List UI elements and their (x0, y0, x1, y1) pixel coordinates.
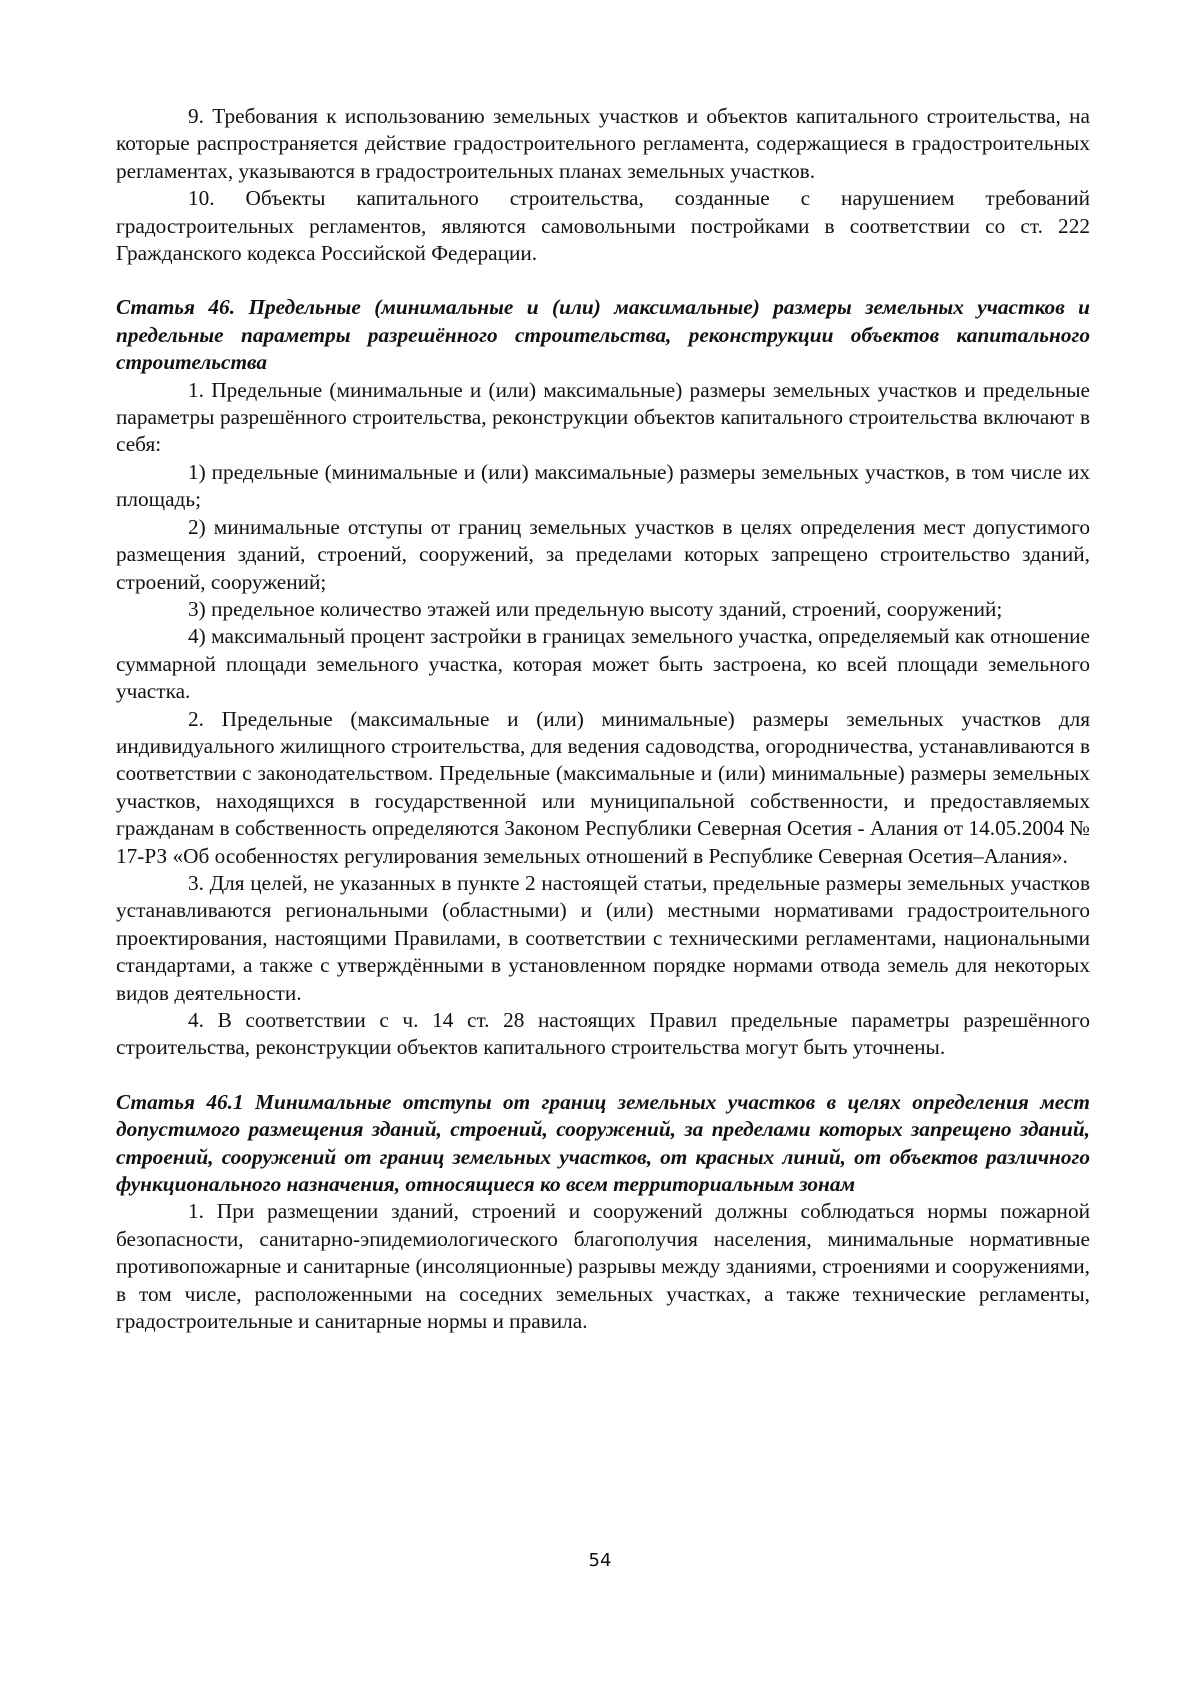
article-46-1-heading: Статья 46.1 Минимальные отступы от границ земельных участков в целях определения мест допустимого размещения зданий, строений, сооружений, за пределами которых запрещено зданий, строений, сооружений от границ земельных участков, от красных линий, от объектов различного функционального назначения, относящиеся ко всем территориальным зонам (116, 1089, 1090, 1197)
document-page (116, 103, 1090, 1335)
section-spacer (116, 267, 1090, 294)
article-46-1-paragraph-1: 1. При размещении зданий, строений и сооружений должны соблюдаться нормы пожарной безопасности, санитарно-эпидемиологического благополучия населения, минимальные нормативные противопожарные и санитарные (инсоляционные) разрывы между зданиями, строениями и сооружениями, в том числе, расположенными на соседних земельных участках, а также технические регламенты, градостроительные и санитарные нормы и правила. (116, 1199, 1090, 1334)
article-46-paragraph-3: 3. Для целей, не указанных в пункте 2 настоящей статьи, предельные размеры земельных участков устанавливаются региональными (областными) и (или) местными нормативами градостроительного проектирования, настоящими Правилами, в соответствии с техническими регламентами, национальными стандартами, а также с утверждёнными в установленном порядке нормами отвода земель для некоторых видов деятельности. (116, 870, 1090, 1005)
article-46-item-4: 4) максимальный процент застройки в границах земельного участка, определяемый как отношение суммарной площади земельного участка, которая может быть застроена, ко всей площади земельного участка. (116, 624, 1090, 704)
paragraph-9: 9. Требования к использованию земельных участков и объектов капитального строительства, на которые распространяется действие градостроительного регламента, содержащиеся в градостроительных регламентах, указываются в градостроительных планах земельных участков. (116, 104, 1090, 183)
article-46-item-1: 1) предельные (минимальные и (или) максимальные) размеры земельных участков, в том числе их площадь; (116, 459, 1090, 512)
article-46-paragraph-2: 2. Предельные (максимальные и (или) минимальные) размеры земельных участков для индивидуального жилищного строительства, для ведения садоводства, огородничества, устанавливаются в соответствии с законодательством. Предельные (максимальные и (или) минимальные) размеры земельных участков, находящихся в государственной или муниципальной собственности, и предоставляемых гражданам в собственность определяются Законом Республики Северная Осетия - Алания от 14.05.2004 № 17-РЗ «Об особенностях регулирования земельных отношений в Республике Северная Осетия–Алания». (116, 706, 1090, 868)
article-46-heading: Статья 46. Предельные (минимальные и (или) максимальные) размеры земельных участков и предельные параметры разрешённого строительства, реконструкции объектов капитального строительства (116, 295, 1090, 375)
article-46-paragraph-1: 1. Предельные (минимальные и (или) максимальные) размеры земельных участков и предельные параметры разрешённого строительства, реконструкции объектов капитального строительства включают в себя: (116, 377, 1090, 457)
paragraph-10: 10. Объекты капитального строительства, созданные с нарушением требований градостроительных регламентов, являются самовольными постройками в соответствии со ст. 222 Гражданского кодекса Российской Федерации. (116, 186, 1090, 266)
page-number: 54 (588, 1550, 612, 1571)
article-46-item-3: 3) предельное количество этажей или предельную высоту зданий, строений, сооружений; (188, 596, 1003, 621)
section-spacer (116, 1062, 1090, 1089)
article-46-paragraph-4: 4. В соответствии с ч. 14 ст. 28 настоящих Правил предельные параметры разрешённого строительства, реконструкции объектов капитального строительства могут быть уточнены. (116, 1008, 1090, 1060)
article-46-item-2: 2) минимальные отступы от границ земельных участков в целях определения мест допустимого размещения зданий, строений, сооружений, за пределами которых запрещено строительство зданий, строений, сооружений; (116, 514, 1090, 594)
